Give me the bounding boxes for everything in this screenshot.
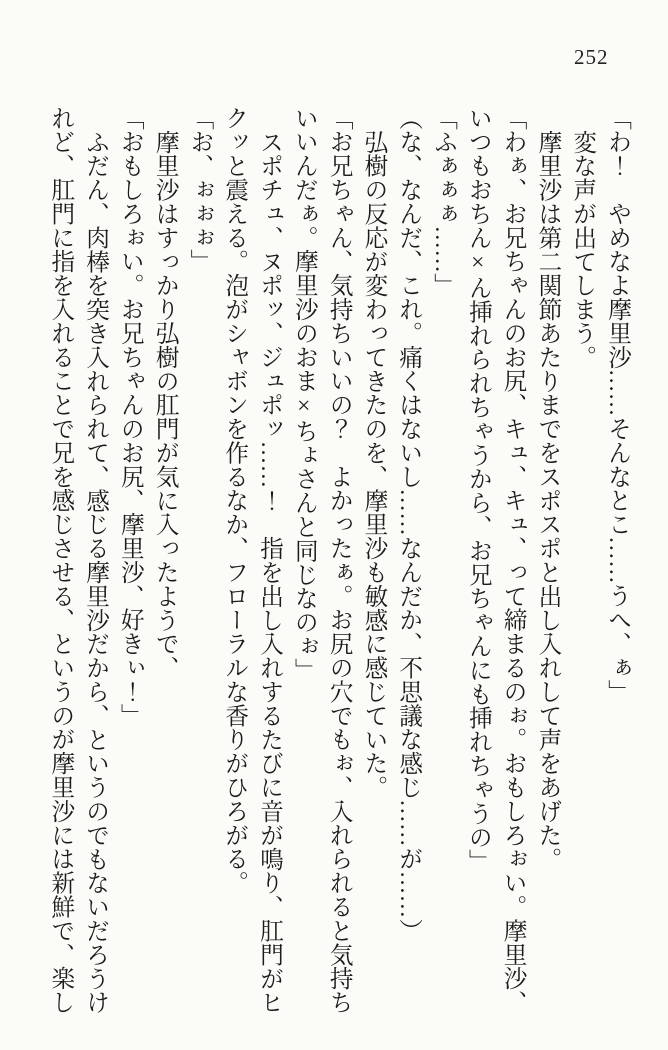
paragraph: 「お兄ちゃん、気持ちいいの？ よかったぁ。お尻の穴でもぉ、入れられると気持ちいいんだぁ。摩里沙のおま×ちょさんと同じなのぉ」 (290, 106, 352, 1015)
paragraph: 「おもしろぉい。お兄ちゃんのお尻、摩里沙、好きぃ！」 (116, 106, 143, 728)
paragraph: スポチュ、ヌポッ、ジュポッ……！ 指を出し入れするたびに音が鳴り、肛門がヒクッと震える。泡がシャボンを作るなか、フローラルな香りがひろがる。 (221, 106, 283, 1014)
page-number: 252 (574, 45, 609, 69)
paragraph: 「わ！ やめなよ摩里沙……そんなとこ……うへ、ぁ」 (604, 106, 630, 704)
paragraph: 摩里沙は第二関節あたりまでをスポスポと出し入れして声をあげた。 (534, 129, 561, 871)
paragraph: 変な声が出てしまう。 (569, 129, 596, 369)
paragraph: ふだん、肉棒を突き入れられて、感じる摩里沙だから、というのでもないだろうけれど、肛門に指を入れることで兄を感じさせる、というのが摩里沙には新鮮で、楽し (47, 106, 109, 1015)
paragraph: 弘樹の反応が変わってきたのを、摩里沙も敏感に感じていた。 (360, 129, 387, 799)
paragraph: 「お、ぉぉぉ」 (186, 106, 213, 274)
paragraph: 摩里沙はすっかり弘樹の肛門が気に入ったようで、 (151, 129, 178, 680)
paragraph: 「ふぁぁぁ……」 (430, 106, 457, 298)
text-area (42, 106, 634, 1018)
paragraph: 「わぁ、お兄ちゃんのお尻、キュ、キュ、って締まるのぉ。おもしろぉい。摩里沙、いつもおちん×ん挿れられちゃうから、お兄ちゃんにも挿れちゃうの」 (464, 106, 526, 1015)
paragraph: （な、なんだ、これ。痛くはないし……なんだか、不思議な感じ……が……） (395, 106, 422, 943)
